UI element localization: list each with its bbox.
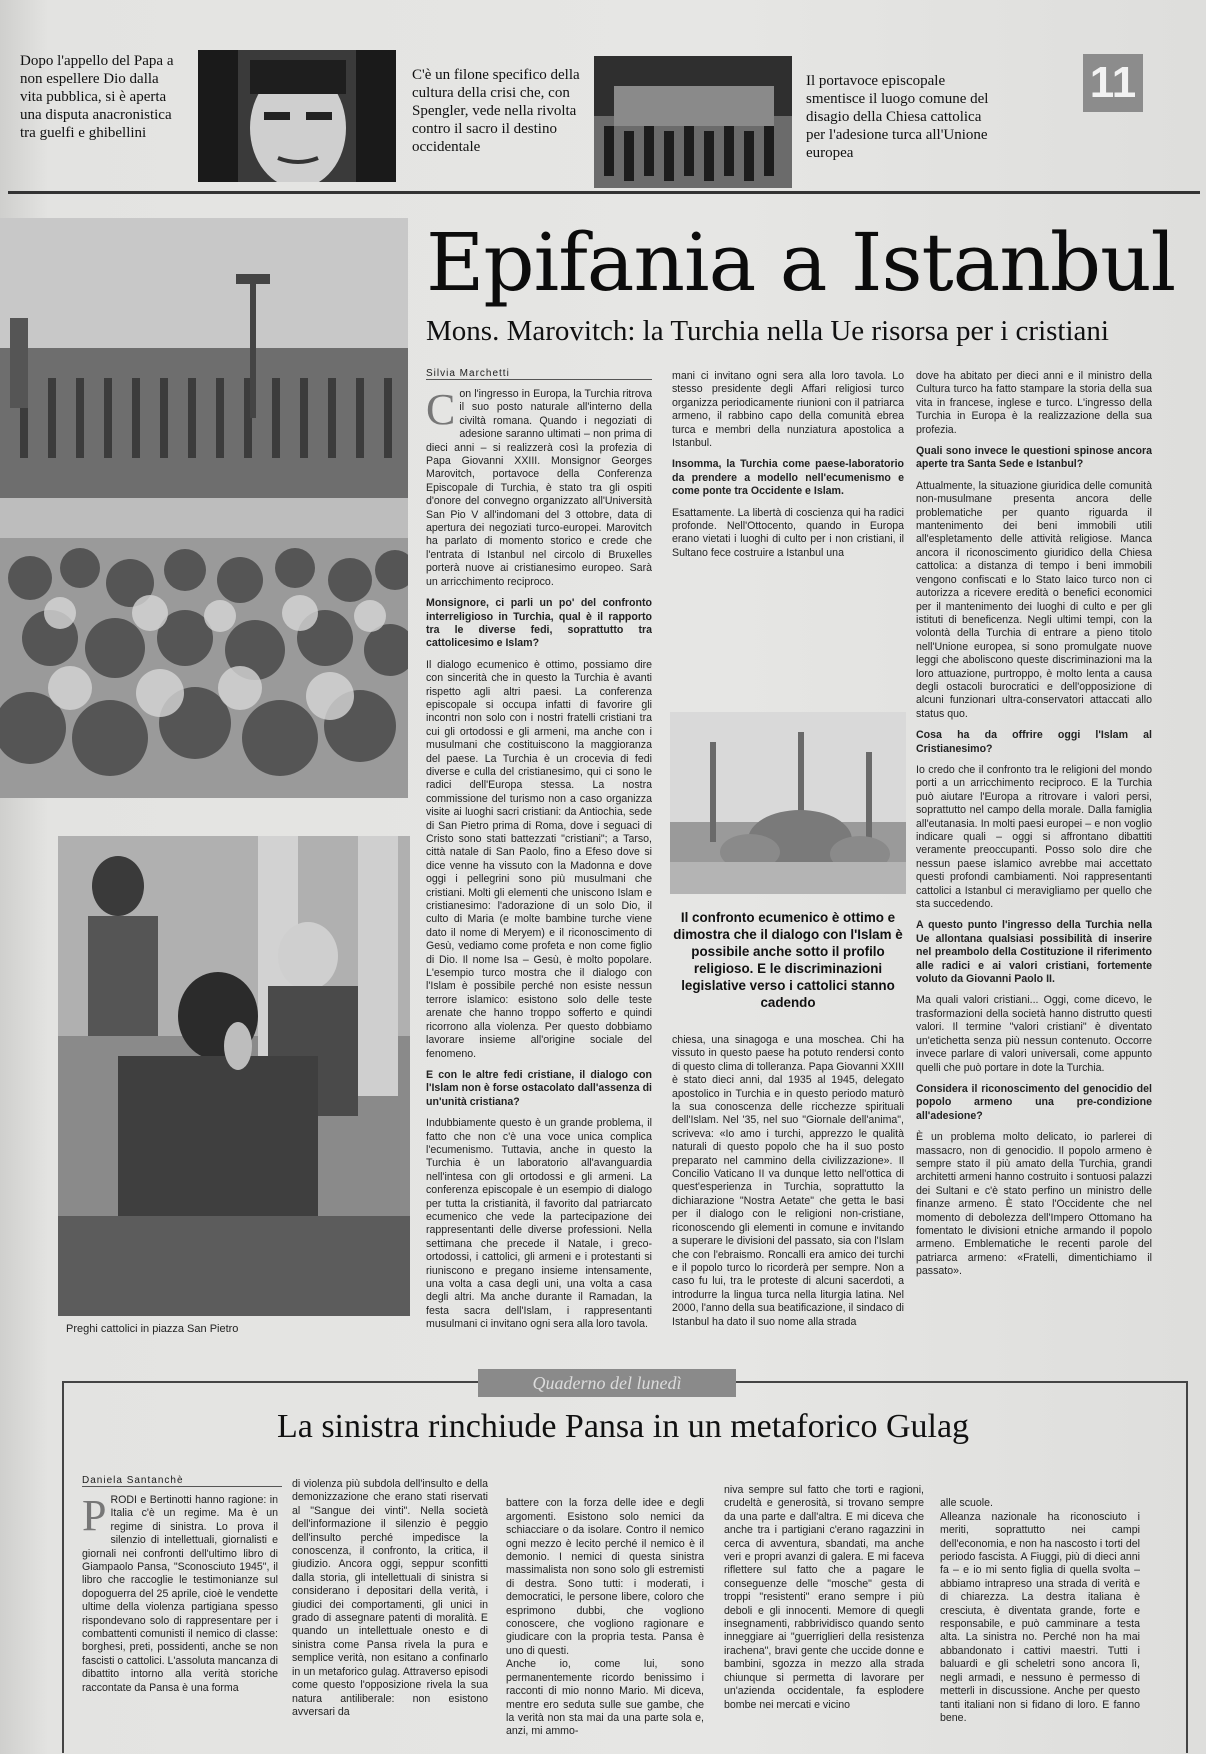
article-subhead: Mons. Marovitch: la Turchia nella Ue risorsa per i cristiani [426, 315, 1109, 347]
portrait-image [198, 50, 396, 182]
istanbul-image [670, 712, 906, 894]
prayer-photo [58, 836, 410, 1316]
article-column-2-continued [672, 1034, 904, 1348]
editorial-dropcap: P [82, 1494, 107, 1540]
question-1: Monsignore, ci parli un po' del confronto interreligioso in Turchia, qual è il rapporto tra le diverse fedi, soprattutto tra cattolicesimo e Islam? [426, 597, 652, 650]
question-2: E con le altre fedi cristiane, il dialogo con l'Islam non è forse ostacolato dall'assenza di un'unità cristiana? [426, 1068, 652, 1108]
teaser-church-photo [594, 56, 792, 188]
square-photo [0, 218, 408, 798]
teaser-portrait-photo [198, 50, 396, 182]
col2-text-1: mani ci invitano ogni sera alla loro tavola. Lo stesso presidente degli Affari religiosi turco organizza periodicamente riunioni con il patriarca armeno, il rabbino capo della comunità ebrea turca e membri della nunziatura apostolica a Istanbul. [672, 370, 904, 450]
article-column-1 [426, 388, 652, 1348]
editorial-column-2 [292, 1478, 488, 1746]
col1-lead [426, 388, 652, 589]
pull-quote: Il confronto ecumenico è ottimo e dimostra che il dialogo con l'Islam è possibile anche sotto il profilo religioso. E le discriminazioni legislative verso i cattolici stanno cadendo [673, 910, 903, 1010]
answer-5: Io credo che il confronto tra le religioni del mondo porti a un arricchimento reciproco. E la Turchia può aiutare l'Europa a ritrovare i valori persi, soprattutto nel campo della morale. Dalla famiglia all'eutanasia. In molti paesi europei – e non voglio indicare quali – oggi si affrontano dibattiti veramente preoccupanti. Posso solo dire che nessun paese islamico avrebbe mai accettato questi profondi cambiamenti. Noi rappresentanti cattolici a Istanbul ci meravigliamo per quello che sta succedendo. [916, 763, 1152, 911]
istanbul-photo [670, 712, 906, 894]
church-image [594, 56, 792, 188]
photo-caption: Preghi cattolici in piazza San Pietro [66, 1323, 239, 1335]
editorial-column-5 [940, 1484, 1140, 1746]
square-image [0, 218, 408, 798]
editorial-text-5: alle scuole. Alleanza nazionale ha riconosciuto i meriti, soprattutto nei campi dell'economia, e non ha nascosto i torti del periodo fascista. A Fiuggi, più di dieci anni fa – e io mi sento figlia di quella svolta – abbiamo intrapreso una strada di verità e di chiarezza. La destra italiana è cresciuta, è diventata grande, forte e responsabile, e può camminare a testa alta. La sinistra no. Perché non ha mai abbandonato i cattivi maestri. Tutti i baluardi e gli scheletri sono ancora lì, negli armadi, e nessuno è permesso di metterli in discussione. Anche per questo tanti italiani non si fidano di loro. E fanno bene. [940, 1497, 1140, 1724]
question-4: Quali sono invece le questioni spinose ancora aperte tra Santa Sede e Istanbul? [916, 445, 1152, 471]
answer-1: Il dialogo ecumenico è ottimo, possiamo dire con sincerità che in questo la Turchia è avanti rispetto agli altri paesi. La conferenza episcopale si occupa infatti di favorire gli incontri non solo con i nostri fratelli cristiani tra cui gli ortodossi e gli armeni, ma anche con i musulmani che costituiscono la maggioranza del paese. La Turchia è un crocevia di fedi diverse e culla del cristianesimo, qui ci sono le radici dell'Europa stessa. La nostra commissione del turismo non a caso organizza visite ai luoghi sacri cristiani: da Antiochia, sede di San Pietro prima di Roma, dove i seguaci di Cristo sono stati battezzati "cristiani"; a Tarso, città natale di San Paolo, fino a Efeso dove si dice venne ha vissuto con la Madonna e dove oggi i pellegrini sono più musulmani che cristiani. Molti gli elementi che uniscono Islam e cristianesimo: l'adorazione di un solo Dio, il culto di Maria (e molte bambine turche viene dato il nome di Meryem) e il riconoscimento di Gesù, vediamo come profeta e non come figlio di Dio. Il nome Isa – Gesù, è molto popolare. L'esempio turco mostra che il dialogo con l'Islam è possibile perché non esiste nessun terrore islamico: esistono solo delle teste arenate che hanno troppo sofferto e quindi ricorrono alla violenza. Per questo dobbiamo lavorare insieme all'origine sociale del fenomeno. [426, 658, 652, 1060]
article-column-2 [672, 370, 904, 580]
editorial-column-3 [506, 1484, 704, 1746]
teaser-left: Dopo l'appello del Papa a non espellere Dio dalla vita pubblica, si è aperta una disputa anacronistica tra guelfi e ghibellini [20, 53, 174, 141]
col2-text-2: chiesa, una sinagoga e una moschea. Chi ha vissuto in questo paese ha potuto rendersi conto di questo clima di tolleranza. Papa Giovanni XXIII è stato dieci anni, dal 1935 al 1945, delegato apostolico in Turchia e in questo periodo maturò la sua conoscenza delle ricchezze spirituali dell'Islam. Nel '35, nel suo "Giornale dell'anima", scriveva: «Io amo i turchi, apprezzo le qualità naturali di questo popolo che ha il suo posto preparato nel cammino della civilizzazione». Il Concilio Vaticano II va dunque letto nell'ottica di quest'esperienza in Turchia, soprattutto la dichiarazione "Nostra Aetate" che getta le basi per il dialogo con le religioni non-cristiane, riconoscendo gli elementi in comune e invitando a superare le divisioni del passato, sia con l'Islam che con l'ebraismo. Roncalli era amico dei turchi e il popolo turco lo ricorderà per sempre. Non a caso fu lui, tra le proteste di alcuni sacerdoti, a introdurre la lingua turca nella liturgia latina. Nel 2000, l'anno della sua beatificazione, il sindaco di Istanbul ha dato il suo nome alla strada [672, 1034, 904, 1328]
editorial-title: La sinistra rinchiude Pansa in un metaforico Gulag [276, 1408, 970, 1445]
answer-2: Indubbiamente questo è un grande problema, il fatto che non c'è una voce unica complica l'ecumenismo. Tuttavia, anche in questo la Turchia è un laboratorio all'avanguardia nell'intesa con gli ortodossi e gli armeni. La conferenza episcopale è un esempio di dialogo per tutta la cristianità, il favorito dal patriarcato ecumenico che vede la partecipazione dei rappresentanti delle diverse professioni. Nella settimana che precede il Natale, i greco-ortodossi, i cattolici, gli armeni e i protestanti si riuniscono e pregano insieme intensamente, una volta a casa degli uni, una volta a casa degli altri. Ma anche durante il Ramadan, la festa sacra dell'Islam, i rappresentanti musulmani ci invitano ogni sera alla loro tavola. [426, 1117, 652, 1331]
question-6: A questo punto l'ingresso della Turchia nella Ue allontana qualsiasi possibilità di inserire nel preambolo della Costituzione il riferimento alle radici e ai valori cristiani, fortemente voluto da Giovanni Paolo II. [916, 919, 1152, 986]
question-5: Cosa ha da offrire oggi l'Islam al Cristianesimo? [916, 729, 1152, 755]
page-number: 11 [1083, 54, 1143, 112]
col1-text-1: on l'ingresso in Europa, la Turchia ritrova il suo posto naturale all'interno della civiltà romana. Quando i negoziati di adesione saranno ultimati – non prima di dieci anni – si realizzerà così la profezia di Papa Giovanni XXIII. Monsignor Georges Marovitch, portavoce della Conferenza Episcopale di Turchia, è stato tra gli ospiti d'onore del convegno organizzato all'Università San Pio V all'indomani del 3 ottobre, data di apertura dei negoziati turco-europei. Marovitch ha parlato di momento storico e crede che l'entrata di Istanbul nel circolo di Bruxelles porterà nuove ai cristianesimo europeo. Sarà un arricchimento reciproco. [426, 388, 652, 588]
section-label: Quaderno del lunedì [478, 1369, 736, 1397]
col3-text-1: dove ha abitato per dieci anni e il ministro della Cultura turco ha fatto stampare la storia della sua vita in francese, inglese e turco. L'ingresso della Turchia in Europa è la realizzazione della sua profezia. [916, 370, 1152, 436]
answer-7: È un problema molto delicato, io parlerei di massacro, non di genocidio. Il popolo armeno è sempre stato il più amato della Turchia, grandi architetti armeni hanno costruito i sontuosi palazzi dei Sultani e c'è stato perfino un ministro delle finanze armeno. È stato l'Occidente che nel momento di debolezza dell'Impero Ottomano ha fomentato le divisioni etniche armando il popolo armeno. Emblematiche le recenti parole del patriarca armeno: «Fratelli, dimentichiamo il passato». [916, 1131, 1152, 1278]
article-byline: Silvia Marchetti [426, 368, 652, 380]
question-3: Insomma, la Turchia come paese-laboratorio da prendere a modello nell'ecumenismo e come ponte tra Occidente e Islam. [672, 458, 904, 498]
answer-3: Esattamente. La libertà di coscienza qui ha radici profonde. Nell'Ottocento, quando in Europa erano vietati i luoghi di culto per i non cristiani, il Sultano fece costruire a Istanbul una [672, 506, 904, 559]
dropcap: C [426, 388, 456, 434]
editorial-column-4 [724, 1484, 924, 1746]
editorial-column-1 [82, 1494, 278, 1746]
teaser-middle: C'è un filone specifico della cultura della crisi che, con Spengler, vede nella rivolta contro il sacro il destino occidentale [412, 67, 580, 155]
editorial-byline: Daniela Santanchè [82, 1475, 282, 1487]
editorial-text-4: niva sempre sul fatto che torti e ragioni, crudeltà e generosità, si trovano sempre da una parte e dall'altra. E mi diceva che anche tra i partigiani c'erano ragazzini in cerca di avventura, sbandati, ma anche veri e propri avanzi di galera. E mi faceva riflettere sul fatto che a pagare le conseguenze delle "mosche" gesta di troppi "resistenti" erano sempre i più deboli e gli innocenti. Memore di quegli insegnamenti, rabbrividisco quando sento inneggiare ai "guerriglieri della resistenza irachena", bravi gente che uccide donne e bambini, sgozza in mezzo alla strada chiunque si permetta di lavorare per un'azienda occidentale, fa esplodere bombe nei mercati e vicino [724, 1484, 924, 1711]
article-headline: Epifania a Istanbul [426, 216, 1176, 309]
editorial-text-2: di violenza più subdola dell'insulto e della demonizzazione che erano stati riservati al "Sangue dei vinti". Nella società dell'informazione il silenzio è peggio dell'insulto perché impedisce la conoscenza, il confronto, la critica, il giudizio. Ancora oggi, seppur sconfitti dalla storia, gli intellettuali di sinistra si considerano i depositari della verità, i giudici dei comportamenti, gli unici in grado di assegnare patenti di moralità. E quando un intellettuale onesto e di sinistra come Pansa rivela la pura e semplice verità, non esitano a confinarlo in un metaforico gulag. Attraverso episodi come questo l'opposizione rivela la sua natura antiliberale: non esistono avversari da [292, 1478, 488, 1718]
top-divider [8, 191, 1200, 194]
article-column-3 [916, 370, 1152, 1348]
answer-6: Ma quali valori cristiani... Oggi, come dicevo, le trasformazioni della società hanno distrutto questi valori. Il termine "valori cristiani" è diventato un'etichetta senza più nessun contenuto. Occorre invece parlare di valori universali, come appunto quelli che può portare in dote la Turchia. [916, 994, 1152, 1074]
teaser-right: Il portavoce episcopale smentisce il luogo comune del disagio della Chiesa cattolica per l'adesione turca all'Unione europea [806, 73, 989, 161]
editorial-text-1: RODI e Bertinotti hanno ragione: in Italia c'è un regime. Ma è un regime di sinistra. Lo prova il silenzio di intellettuali, giornalisti e giornali nei confronti dell'ultimo libro di Giampaolo Pansa, "Sconosciuto 1945", il libro che raccoglie le testimonianze sul dopoguerra del 25 aprile, cioè le vendette ultime della violenza partigiana spesso rispondevano solo di rappresentare per i combattenti comunisti il nemico di classe: borghesi, preti, possidenti, anche se non fascisti o cattolici. L'assoluta mancanza di dibattito intorno alla verità storiche raccontate da Pansa è una forma [82, 1494, 278, 1694]
prayer-image [58, 836, 410, 1316]
answer-4: Attualmente, la situazione giuridica delle comunità non-musulmane presenta ancora delle problematiche per quanto riguarda il mantenimento dei beni immobili utili all'espletamento delle attività religiose. Manca ancora il riconoscimento giuridico della Chiesa cattolica: a distanza di tempo i beni immobili vengono confiscati e lo Stato laico turco non ci autorizza a ricevere eredità o benefici economici per il mantenimento dei luoghi di culto e per gli istituti di beneficenza. Negli ultimi tempi, con la volontà della Turchia di entrare a pieno titolo nell'Unione europea, si sono promulgate nuove leggi che aboliscono queste discriminazioni ma la loro attuazione, purtroppo, è molto lenta a causa degli ostacoli burocratici e dell'opposizione di alcuni funzionari ultra-conservatori attaccati allo status quo. [916, 479, 1152, 720]
question-7: Considera il riconoscimento del genocidio del popolo armeno una pre-condizione all'adesione? [916, 1082, 1152, 1122]
editorial-text-3: battere con la forza delle idee e degli argomenti. Esistono solo nemici da schiacciare o da isolare. Contro il nemico ogni mezzo è lecito perché il nemico è il demonio. I nemici di questa sinistra massimalista non sono solo gli estremisti di destra. Sono tutti: i moderati, i democratici, le persone libere, coloro che esprimono dubbi, che vogliono conoscere, che vogliono ragionare e giudicare con la propria testa. Pansa è uno di questi. Anche io, come lui, sono permanentemente ricordo benissimo i racconti di mio nonno Mario. Mi diceva, mentre ero seduta sulle sue gambe, che la verità non sta mai da una parte sola e, anzi, mi ammo- [506, 1497, 704, 1738]
